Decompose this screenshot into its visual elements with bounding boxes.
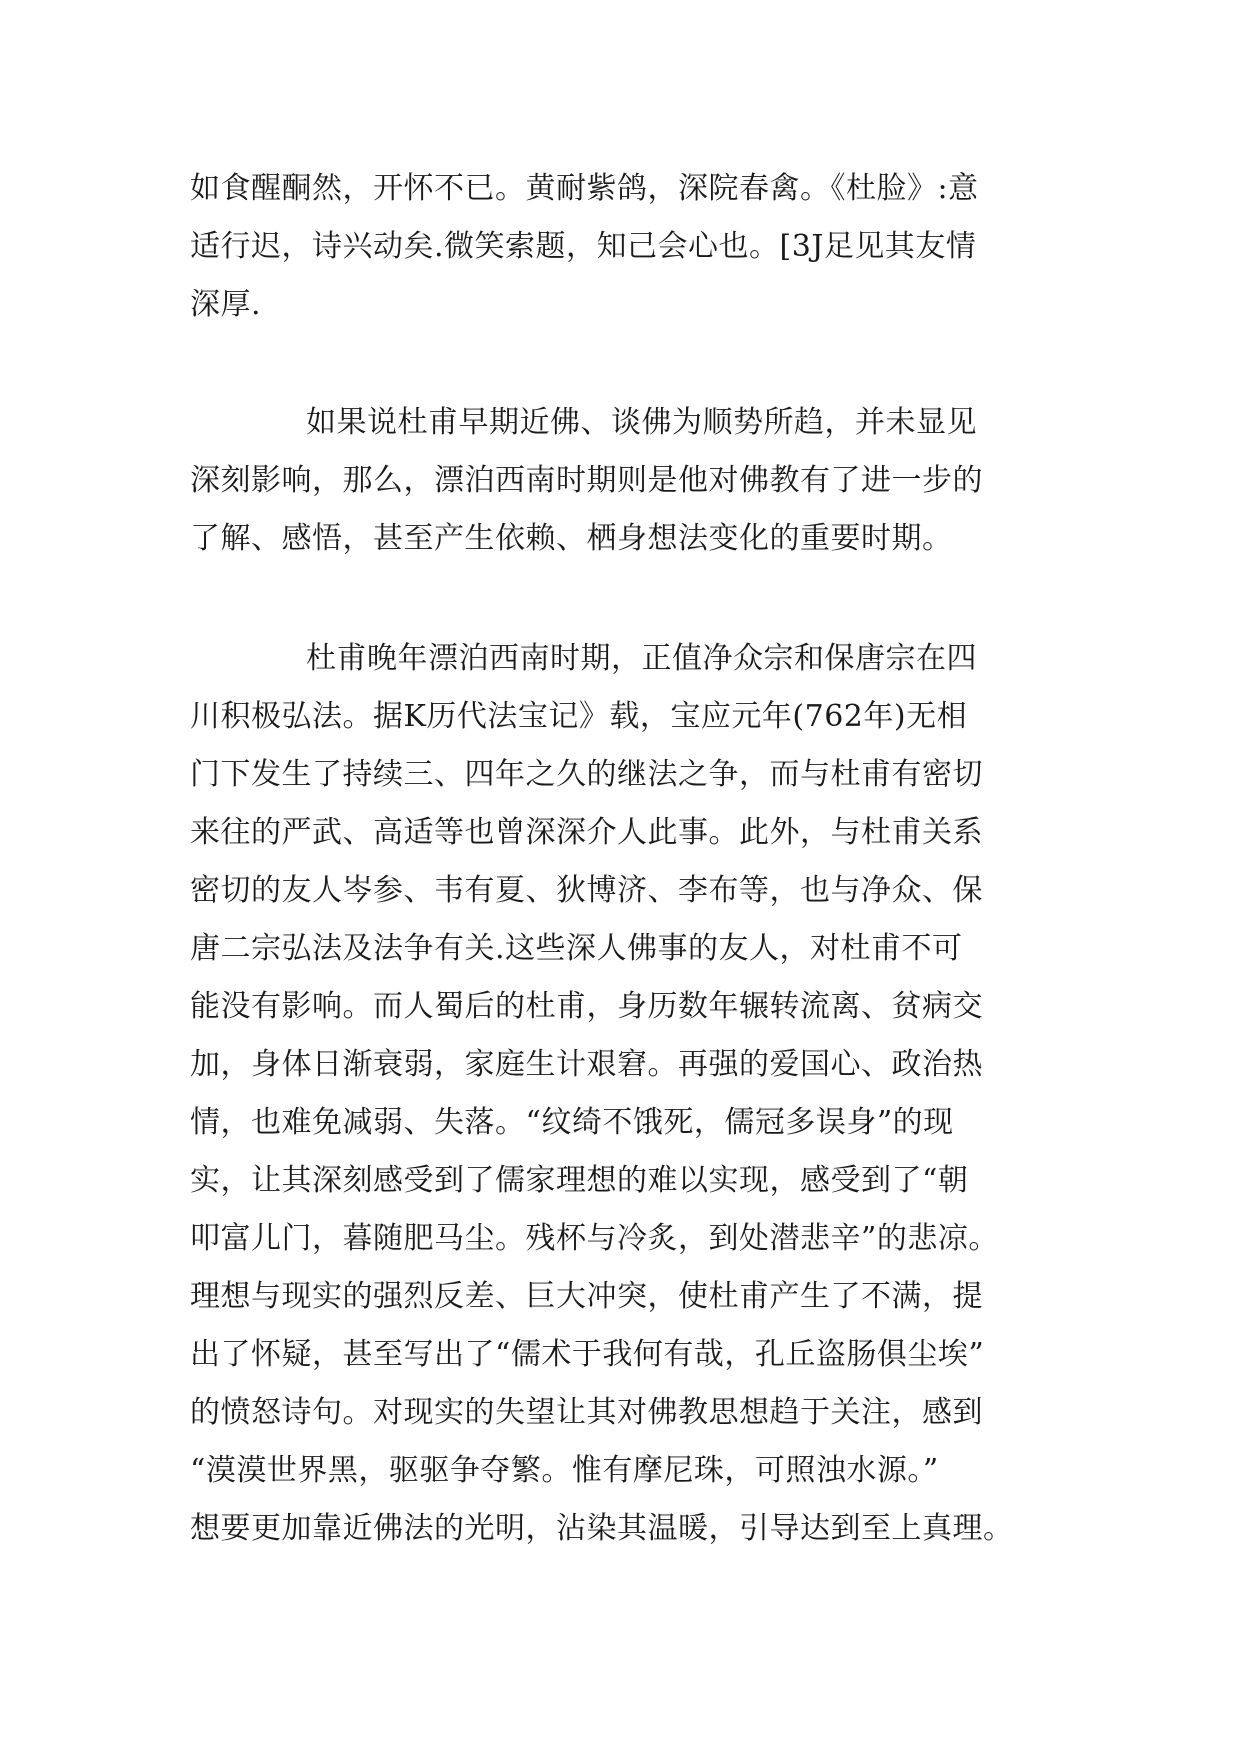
text-line: 理想与现实的强烈反差、巨大冲突，使杜甫产生了不满，提 bbox=[190, 1279, 983, 1314]
text-line: 如果说杜甫早期近佛、谈佛为顺势所趋，并未显见 bbox=[306, 405, 977, 440]
text-line: 能没有影响。而人蜀后的杜甫，身历数年辗转流离、贫病交 bbox=[190, 989, 983, 1024]
text-line: 情，也难免减弱、失落。“纹绮不饿死，儒冠多误身”的现 bbox=[190, 1105, 954, 1140]
text-line: 如食醒酮然，开怀不已。黄耐紫鸽，深院春禽。《杜脸》:意 bbox=[190, 171, 979, 206]
text-line: 川积极弘法。据K历代法宝记》载，宝应元年(762年)无相 bbox=[190, 699, 968, 734]
paragraph-2 bbox=[190, 394, 1050, 568]
text-line: 想要更加靠近佛法的光明，沾染其温暖，引导达到至上真理。 bbox=[190, 1511, 1014, 1546]
text-line: 实，让其深刻感受到了儒家理想的难以实现，感受到了“朝 bbox=[190, 1163, 969, 1198]
paragraph-3 bbox=[190, 630, 1050, 1558]
text-line: “漠漠世界黑，驱驱争夺繁。惟有摩尼珠，可照浊水源。” bbox=[190, 1453, 939, 1488]
text-line: 叩富儿门，暮随肥马尘。残杯与冷炙，到处潜悲辛”的悲凉。 bbox=[190, 1221, 999, 1256]
text-line: 出了怀疑，甚至写出了“儒术于我何有哉，孔丘盗肠俱尘埃” bbox=[190, 1337, 985, 1372]
text-line: 门下发生了持续三、四年之久的继法之争，而与杜甫有密切 bbox=[190, 757, 983, 792]
text-line: 杜甫晚年漂泊西南时期，正值净众宗和保唐宗在四 bbox=[306, 641, 977, 676]
text-line: 深厚. bbox=[190, 287, 262, 322]
text-line: 来往的严武、高适等也曾深深介人此事。此外，与杜甫关系 bbox=[190, 815, 983, 850]
text-line: 唐二宗弘法及法争有关.这些深人佛事的友人，对杜甫不可 bbox=[190, 931, 963, 966]
text-line: 适行迟，诗兴动矣.微笑索题，知己会心也。[3J足见其友情 bbox=[190, 229, 977, 264]
text-line: 的愤怒诗句。对现实的失望让其对佛教思想趋于关注，感到 bbox=[190, 1395, 983, 1430]
text-line: 密切的友人岑参、韦有夏、狄博济、李布等，也与净众、保 bbox=[190, 873, 983, 908]
paragraph-1 bbox=[190, 160, 1050, 334]
text-line: 了解、感悟，甚至产生依赖、栖身想法变化的重要时期。 bbox=[190, 521, 953, 556]
text-line: 深刻影响，那么，漂泊西南时期则是他对佛教有了进一步的 bbox=[190, 463, 983, 498]
text-line: 加，身体日渐衰弱，家庭生计艰窘。再强的爱国心、政治热 bbox=[190, 1047, 983, 1082]
